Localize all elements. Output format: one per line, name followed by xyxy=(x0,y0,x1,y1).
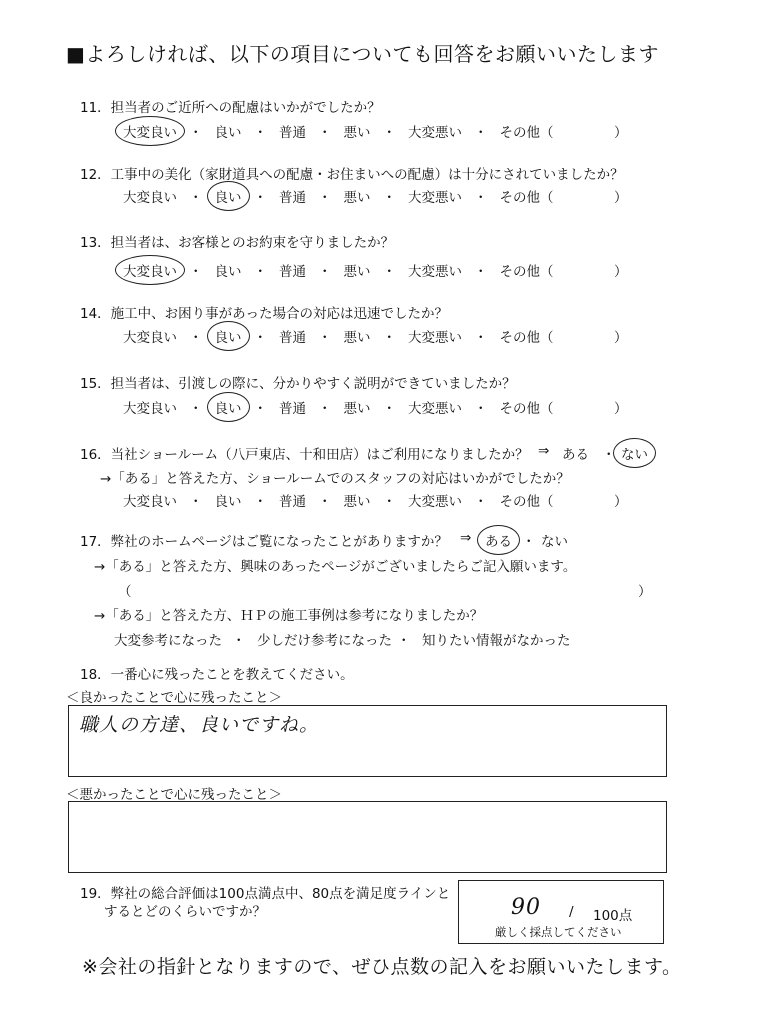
q15-option-1[interactable]: 良い xyxy=(214,397,243,417)
q12-option-5[interactable]: その他（ xyxy=(499,190,554,206)
q16-arrow: ⇒ xyxy=(538,443,550,459)
q12-paren-close: ） xyxy=(614,190,628,206)
q16-separator: ・ xyxy=(189,494,203,510)
q13-options xyxy=(122,260,555,280)
question-19-line2: するとどのくらいですか？ xyxy=(104,904,266,920)
question-16: 16．当社ショールーム（八戸東店、十和田店）はご利用になりましたか？ xyxy=(80,447,529,463)
q13-option-3[interactable]: 悪い xyxy=(343,264,371,280)
q11-option-4[interactable]: 大変悪い xyxy=(408,125,462,141)
question-17: 17．弊社のホームページはご覧になったことがありますか？ xyxy=(80,534,448,550)
q17-yes-circled: ある xyxy=(484,530,513,550)
q16-paren-close: ） xyxy=(614,494,628,510)
q15-option-4[interactable]: 大変悪い xyxy=(408,401,462,417)
q15-option-2[interactable]: 普通 xyxy=(279,401,306,417)
footer-note: ※会社の指針となりますので、ぜひ点数の記入をお願いいたします。 xyxy=(82,956,682,978)
q14-separator: ・ xyxy=(253,330,267,346)
q15-options xyxy=(122,397,555,417)
q13-option-2[interactable]: 普通 xyxy=(279,264,306,280)
q17-paren-open: （ xyxy=(118,584,132,600)
q16-option-4[interactable]: 大変悪い xyxy=(408,494,462,510)
q15-separator: ・ xyxy=(474,401,488,417)
q13-paren-close: ） xyxy=(614,264,628,280)
q16-separator: ・ xyxy=(318,494,332,510)
q14-options xyxy=(122,326,555,346)
q19-note: 厳しく採点してください xyxy=(495,925,622,939)
q12-separator: ・ xyxy=(318,190,332,206)
q17-no: ない xyxy=(541,534,568,550)
q16-separator: ・ xyxy=(253,494,267,510)
q16-dot: ・ xyxy=(602,447,616,463)
q19-score: 90 xyxy=(511,895,541,920)
question-15: 15．担当者は、引渡しの際に、分かりやすく説明ができていましたか？ xyxy=(80,376,516,392)
q12-option-4[interactable]: 大変悪い xyxy=(408,190,462,206)
q12-separator: ・ xyxy=(474,190,488,206)
q18-good-answer: 職人の方達、良いですね。 xyxy=(79,714,320,736)
q11-separator: ・ xyxy=(382,125,396,141)
question-19-line1: 19．弊社の総合評価は100点満点中、80点を満足度ラインと xyxy=(80,886,451,902)
q17-hp-option-2: 知りたい情報がなかった xyxy=(422,633,571,649)
q14-separator: ・ xyxy=(318,330,332,346)
q17-hp-dot-0: ・ xyxy=(232,633,246,649)
q16-option-2[interactable]: 普通 xyxy=(279,494,306,510)
q13-option-1[interactable]: 良い xyxy=(214,264,242,280)
q15-separator: ・ xyxy=(189,401,203,417)
q16-option-3[interactable]: 悪い xyxy=(343,494,371,510)
q15-separator: ・ xyxy=(253,401,267,417)
question-11: 11．担当者のご近所への配慮はいかがでしたか？ xyxy=(80,100,381,116)
q13-separator: ・ xyxy=(382,264,396,280)
q15-option-5[interactable]: その他（ xyxy=(499,401,554,417)
q19-slash: / xyxy=(569,904,574,920)
q14-option-3[interactable]: 悪い xyxy=(343,330,371,346)
q18-bad-answer-box[interactable] xyxy=(68,801,667,873)
q19-max: 100点 xyxy=(593,908,633,924)
q17-yes xyxy=(484,530,513,550)
q16-followup: →「ある」と答えた方、ショールームでのスタッフの対応はいかがでしたか？ xyxy=(100,471,570,487)
q12-separator: ・ xyxy=(382,190,396,206)
q16-yes: ある xyxy=(562,447,589,463)
q12-option-2[interactable]: 普通 xyxy=(279,190,306,206)
q12-option-1[interactable]: 良い xyxy=(214,186,243,206)
q12-option-0[interactable]: 大変良い xyxy=(123,190,177,206)
question-12: 12．工事中の美化（家財道具への配慮・お住まいへの配慮）は十分にされていましたか？ xyxy=(80,167,624,183)
q17-hp-option-1: 少しだけ参考になった xyxy=(257,633,392,649)
q14-separator: ・ xyxy=(474,330,488,346)
q13-separator: ・ xyxy=(189,264,203,280)
question-18: 18．一番心に残ったことを教えてください。 xyxy=(80,667,354,683)
q11-separator: ・ xyxy=(474,125,488,141)
q17-followup1: →「ある」と答えた方、興味のあったページがございましたらご記入願います。 xyxy=(94,559,577,575)
q14-option-4[interactable]: 大変悪い xyxy=(408,330,462,346)
q15-separator: ・ xyxy=(318,401,332,417)
q14-option-2[interactable]: 普通 xyxy=(279,330,306,346)
q14-separator: ・ xyxy=(382,330,396,346)
q11-separator: ・ xyxy=(189,125,203,141)
q16-separator: ・ xyxy=(474,494,488,510)
q16-options xyxy=(122,490,555,510)
q11-options xyxy=(122,121,555,141)
q11-option-5[interactable]: その他（ xyxy=(499,125,554,141)
q16-option-0[interactable]: 大変良い xyxy=(123,494,177,510)
q18-good-label: ＜良かったことで心に残ったこと＞ xyxy=(66,690,282,706)
q14-option-0[interactable]: 大変良い xyxy=(123,330,177,346)
q15-option-0[interactable]: 大変良い xyxy=(123,401,177,417)
q17-hp-dot-1: ・ xyxy=(397,633,411,649)
q11-option-1[interactable]: 良い xyxy=(214,125,242,141)
q15-paren-close: ） xyxy=(614,401,628,417)
q13-option-0[interactable]: 大変良い xyxy=(122,260,178,280)
q16-no xyxy=(620,443,649,463)
q17-arrow: ⇒ xyxy=(460,530,472,546)
q19-score-box[interactable] xyxy=(458,880,664,944)
q14-separator: ・ xyxy=(189,330,203,346)
q13-separator: ・ xyxy=(474,264,488,280)
q13-option-4[interactable]: 大変悪い xyxy=(408,264,462,280)
q11-option-3[interactable]: 悪い xyxy=(343,125,371,141)
q16-no-circled: ない xyxy=(620,443,649,463)
q18-bad-label: ＜悪かったことで心に残ったこと＞ xyxy=(66,787,282,803)
q17-hp-option-0: 大変参考になった xyxy=(114,633,222,649)
q14-option-1[interactable]: 良い xyxy=(214,326,243,346)
q15-option-3[interactable]: 悪い xyxy=(343,401,371,417)
q16-separator: ・ xyxy=(382,494,396,510)
question-14: 14．施工中、お困り事があった場合の対応は迅速でしたか？ xyxy=(80,306,449,322)
q13-option-5[interactable]: その他（ xyxy=(499,264,554,280)
q15-separator: ・ xyxy=(382,401,396,417)
q17-paren-close: ） xyxy=(638,584,652,600)
q13-separator: ・ xyxy=(318,264,332,280)
q11-separator: ・ xyxy=(318,125,332,141)
q14-option-5[interactable]: その他（ xyxy=(499,330,554,346)
q11-option-2[interactable]: 普通 xyxy=(279,125,306,141)
q17-followup2: →「ある」と答えた方、ＨＰの施工事例は参考になりましたか？ xyxy=(94,608,484,624)
q16-option-1[interactable]: 良い xyxy=(214,494,242,510)
q11-separator: ・ xyxy=(253,125,267,141)
q11-option-0[interactable]: 大変良い xyxy=(122,121,178,141)
q12-separator: ・ xyxy=(189,190,203,206)
q12-option-3[interactable]: 悪い xyxy=(343,190,371,206)
q13-separator: ・ xyxy=(253,264,267,280)
q18-good-answer-box[interactable] xyxy=(68,705,667,777)
q12-options xyxy=(122,186,555,206)
q14-paren-close: ） xyxy=(614,330,628,346)
page-heading: ■よろしければ、以下の項目についても回答をお願いいたします xyxy=(66,42,659,66)
question-13: 13．担当者は、お客様とのお約束を守りましたか？ xyxy=(80,235,395,251)
q12-separator: ・ xyxy=(253,190,267,206)
q11-paren-close: ） xyxy=(614,125,628,141)
q17-dot: ・ xyxy=(522,534,536,550)
q16-option-5[interactable]: その他（ xyxy=(499,494,554,510)
